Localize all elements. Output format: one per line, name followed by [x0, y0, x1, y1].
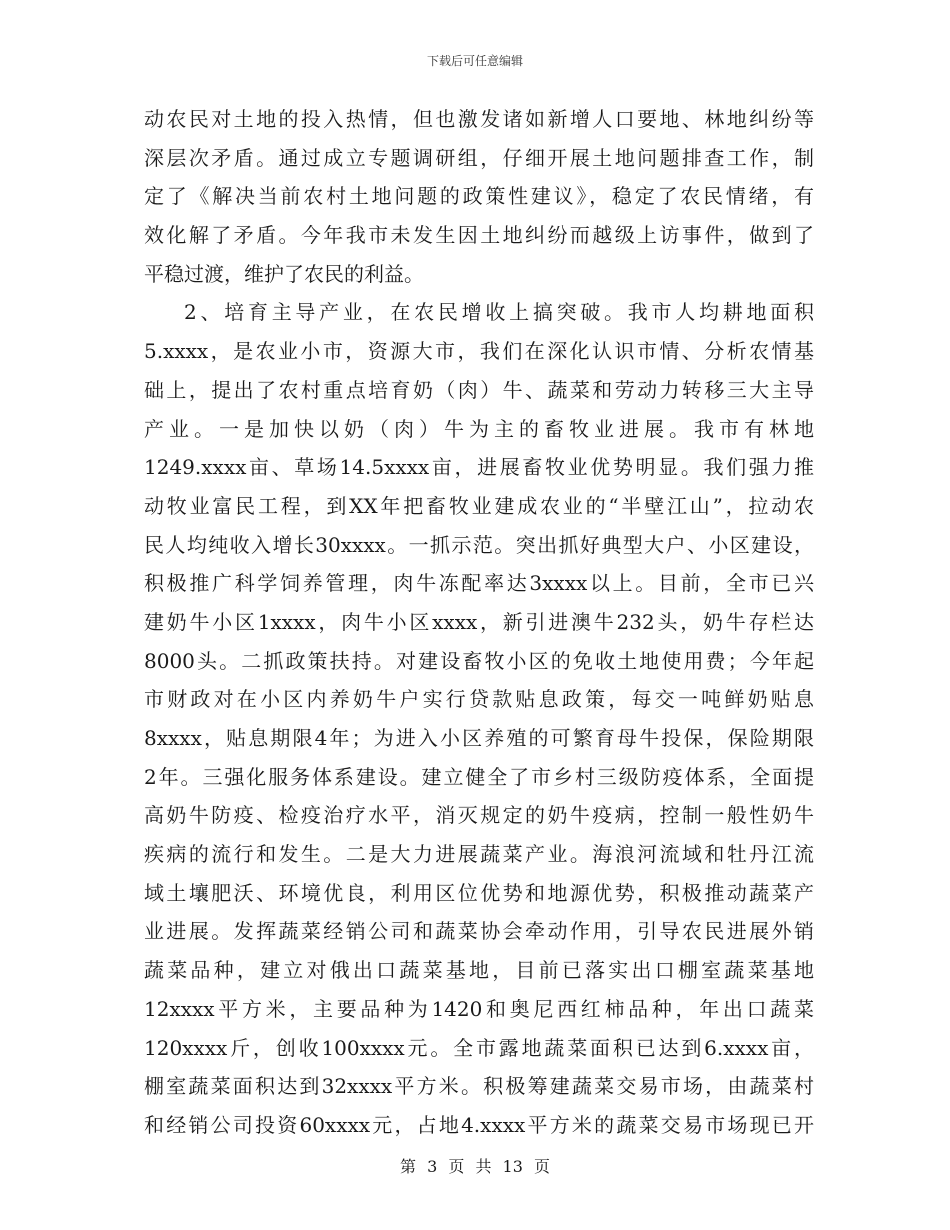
text-line: 建奶牛小区1xxxx，肉牛小区xxxx，新引进澳牛232头，奶牛存栏达	[144, 609, 814, 634]
text-line: 2、培育主导产业，在农民增收上搞突破。我市人均耕地面积	[184, 300, 814, 325]
text-line: 域土壤肥沃、环境优良，利用区位优势和地源优势，积极推动蔬菜产	[144, 880, 814, 905]
text-line: 民人均纯收入增长30xxxx。一抓示范。突出抓好典型大户、小区建设，	[144, 532, 814, 557]
text-line: 市财政对在小区内养奶牛户实行贷款贴息政策，每交一吨鲜奶贴息	[144, 687, 814, 712]
text-line: 产业。一是加快以奶（肉）牛为主的畜牧业进展。我市有林地	[144, 416, 814, 441]
text-line: 动牧业富民工程，到XX年把畜牧业建成农业的“半壁江山”，拉动农	[144, 493, 814, 518]
text-line: 5.xxxx，是农业小市，资源大市，我们在深化认识市情、分析农情基	[144, 339, 814, 364]
text-line: 8000头。二抓政策扶持。对建设畜牧小区的免收土地使用费；今年起	[144, 648, 814, 673]
page-number: 第 3 页 共 13 页	[400, 1157, 550, 1176]
text-line: 12xxxx平方米，主要品种为1420和奥尼西红柿品种，年出口蔬菜	[144, 996, 814, 1021]
page-header: 下载后可任意编辑	[426, 54, 523, 68]
text-line: 积极推广科学饲养管理，肉牛冻配率达3xxxx以上。目前，全市已兴	[144, 571, 814, 596]
text-line: 深层次矛盾。通过成立专题调研组，仔细开展土地问题排查工作，制	[144, 145, 814, 170]
text-line: 棚室蔬菜面积达到32xxxx平方米。积极筹建蔬菜交易市场，由蔬菜村	[144, 1074, 814, 1099]
text-line: 高奶牛防疫、检疫治疗水平，消灭规定的奶牛疫病，控制一般性奶牛	[144, 803, 814, 828]
text-line: 1249.xxxx亩、草场14.5xxxx亩，进展畜牧业优势明显。我们强力推	[144, 455, 814, 480]
text-line: 础上，提出了农村重点培育奶（肉）牛、蔬菜和劳动力转移三大主导	[144, 377, 814, 402]
text-line: 和经销公司投资60xxxx元，占地4.xxxx平方米的蔬菜交易市场现已开	[144, 1112, 814, 1137]
text-line: 动农民对土地的投入热情，但也激发诸如新增人口要地、林地纠纷等	[144, 107, 814, 131]
text-line: 平稳过渡，维护了农民的利益。	[144, 261, 424, 286]
text-line: 效化解了矛盾。今年我市未发生因土地纠纷而越级上访事件，做到了	[144, 223, 814, 248]
text-line: 业进展。发挥蔬菜经销公司和蔬菜协会牵动作用，引导农民进展外销	[144, 919, 814, 944]
text-line: 120xxxx斤，创收100xxxx元。全市露地蔬菜面积已达到6.xxxx亩，	[144, 1035, 814, 1060]
text-line: 疾病的流行和发生。二是大力进展蔬菜产业。海浪河流域和牡丹江流	[144, 842, 814, 867]
text-line: 定了《解决当前农村土地问题的政策性建议》，稳定了农民情绪，有	[144, 184, 814, 209]
text-line: 2年。三强化服务体系建设。建立健全了市乡村三级防疫体系，全面提	[144, 764, 814, 789]
text-line: 蔬菜品种，建立对俄出口蔬菜基地，目前已落实出口棚室蔬菜基地	[144, 958, 814, 983]
text-line: 8xxxx，贴息期限4年；为进入小区养殖的可繁育母牛投保，保险期限	[144, 726, 814, 750]
document-body	[144, 100, 814, 1145]
